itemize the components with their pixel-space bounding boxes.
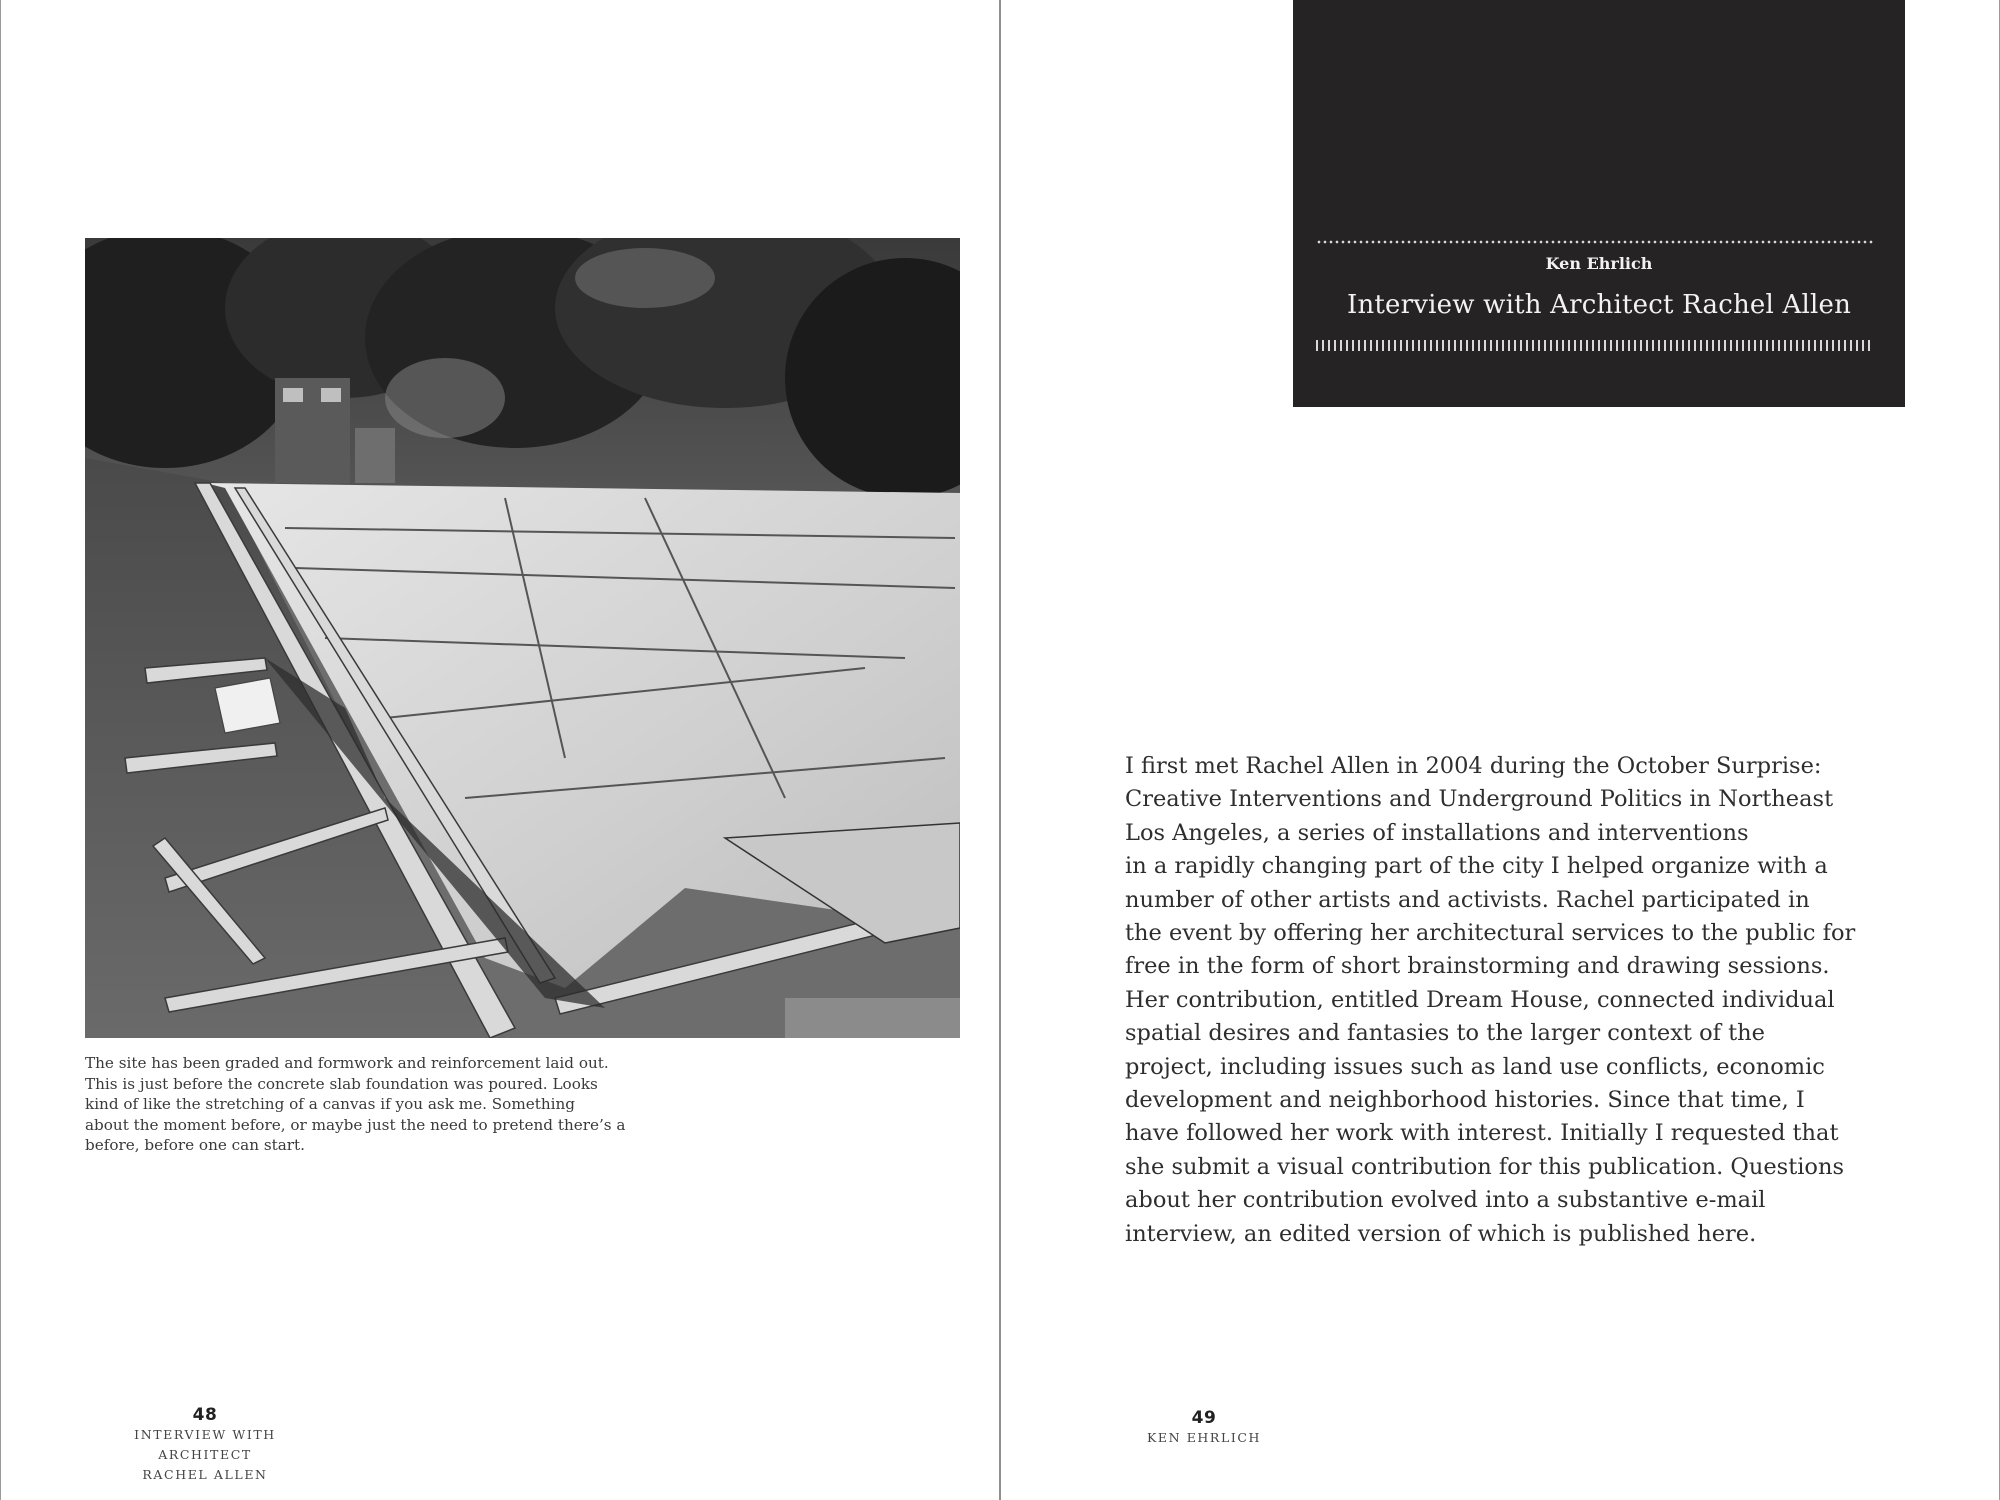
construction-site-photo <box>85 238 960 1038</box>
photo-caption <box>85 1053 626 1156</box>
foundation-formwork-image <box>85 238 960 1038</box>
body-line: she submit a visual contribution for this publication. Questions <box>1125 1153 1845 1180</box>
body-line: in a rapidly changing part of the city I helped organize with a <box>1125 853 1828 880</box>
body-line: about her contribution evolved into a substantive e-mail <box>1125 1187 1766 1214</box>
body-line: interview, an edited version of which is published here. <box>1125 1220 1757 1247</box>
author-name: Ken Ehrlich <box>1545 254 1653 273</box>
caption-line: This is just before the concrete slab foundation was poured. Looks <box>85 1074 598 1093</box>
body-line: development and neighborhood histories. Since that time, I <box>1125 1087 1805 1114</box>
caption-line: The site has been graded and formwork and reinforcement laid out. <box>85 1054 609 1072</box>
page-number: 48 <box>192 1405 218 1425</box>
caption-line: kind of like the stretching of a canvas if you ask me. Something <box>85 1095 575 1113</box>
running-head-line-2: RACHEL ALLEN <box>142 1467 268 1482</box>
spine-gutter <box>999 0 1001 1500</box>
tick-rule <box>1316 340 1874 351</box>
body-line: free in the form of short brainstorming and drawing sessions. <box>1125 953 1830 980</box>
body-line: have followed her work with interest. Initially I requested that <box>1125 1120 1839 1147</box>
caption-line: about the moment before, or maybe just the need to pretend there’s a <box>85 1115 626 1134</box>
title-block <box>1293 0 1905 407</box>
body-line: Her contribution, entitled Dream House, connected individual <box>1125 986 1835 1013</box>
running-head: KEN EHRLICH <box>1146 1430 1262 1445</box>
dotted-rule <box>1316 240 1874 244</box>
running-head-line-1: INTERVIEW WITH ARCHITECT <box>134 1427 276 1462</box>
left-folio <box>85 1405 325 1485</box>
body-paragraph <box>1125 750 1885 1251</box>
body-line: project, including issues such as land use conflicts, economic <box>1125 1053 1825 1080</box>
body-line: I first met Rachel Allen in 2004 during the October Surprise: <box>1125 753 1822 779</box>
right-folio <box>1130 1408 1278 1448</box>
body-line: the event by offering her architectural services to the public for <box>1125 920 1856 947</box>
body-line: Creative Interventions and Underground Politics in Northeast <box>1125 786 1834 813</box>
body-line: number of other artists and activists. Rachel participated in <box>1125 886 1810 913</box>
body-line: Los Angeles, a series of installations and interventions <box>1125 819 1749 846</box>
page-number: 49 <box>1191 1408 1217 1428</box>
caption-line: before, before one can start. <box>85 1136 305 1154</box>
article-title: Interview with Architect Rachel Allen <box>1346 290 1852 320</box>
body-line: spatial desires and fantasies to the larger context of the <box>1125 1020 1765 1047</box>
